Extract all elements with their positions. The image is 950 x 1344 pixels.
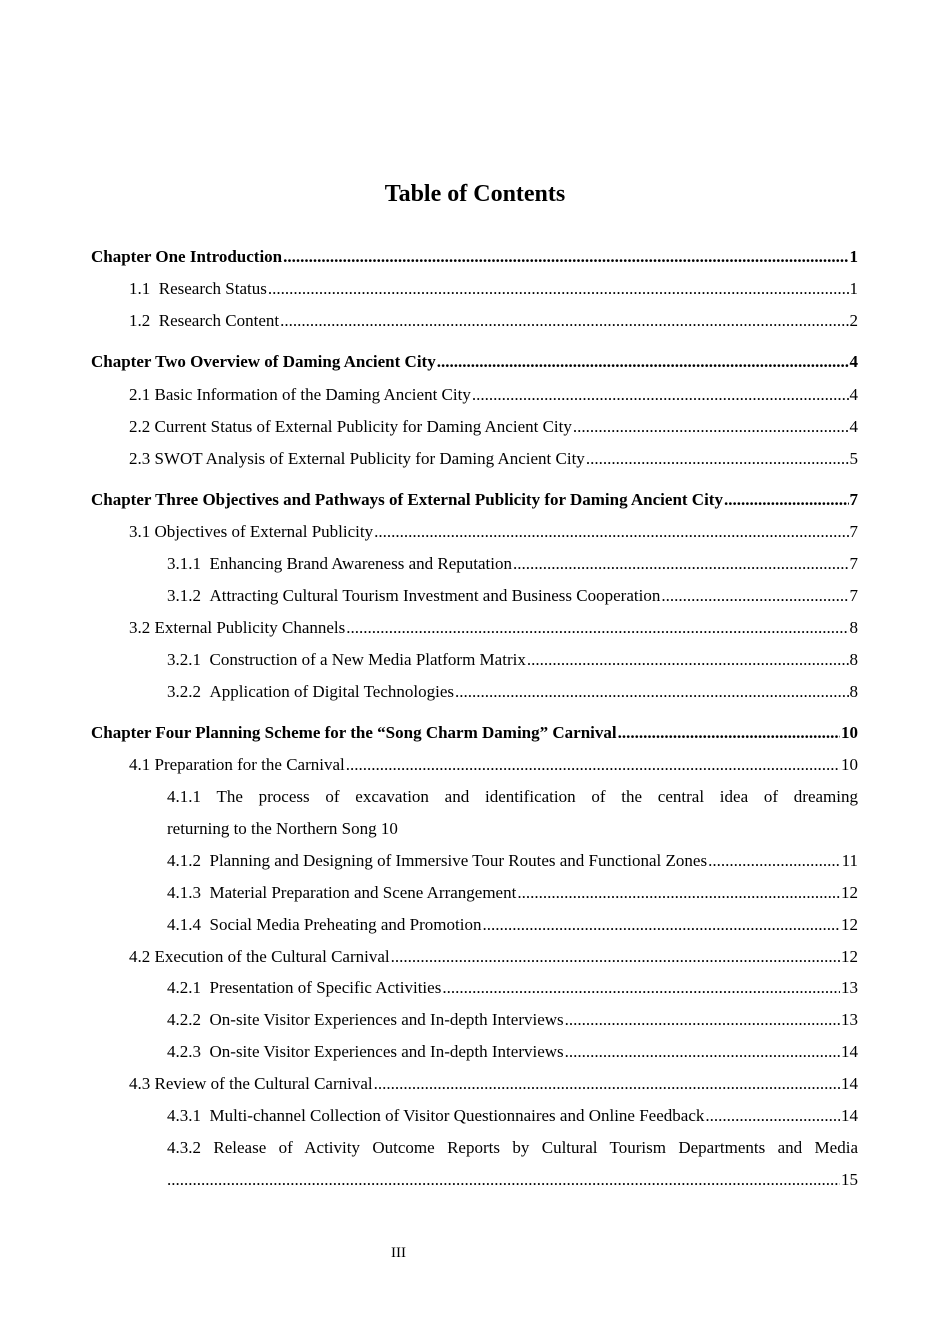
leader-dots: [455, 681, 849, 703]
entry-number: 4.2.2: [167, 1010, 210, 1029]
toc-entry-3-1[interactable]: [129, 521, 858, 543]
leader-dots: [167, 1169, 840, 1191]
entry-page: 10: [841, 755, 858, 774]
entry-number: 4.1.4: [167, 915, 210, 934]
entry-label: On-site Visitor Experiences and In-depth Interviews: [209, 1010, 564, 1029]
entry-page: 14: [841, 1106, 858, 1125]
entry-label: 2.3 SWOT Analysis of External Publicity for Daming Ancient City: [129, 449, 585, 468]
entry-label: Construction of a New Media Platform Matrix: [209, 650, 526, 669]
toc-entry-chapter-1[interactable]: [91, 246, 858, 268]
toc-entry-2-1[interactable]: [129, 384, 858, 406]
entry-page: 1: [849, 247, 858, 266]
toc-entry-4-3-1[interactable]: [167, 1105, 858, 1127]
leader-dots: [708, 850, 841, 872]
leader-dots: [268, 278, 849, 300]
toc-entry-4-3-2-line2[interactable]: [167, 1169, 858, 1191]
entry-number: 4.2.1: [167, 978, 210, 997]
entry-label: 3.1 Objectives of External Publicity: [129, 522, 374, 541]
entry-label: Application of Digital Technologies: [209, 682, 454, 701]
leader-dots: [527, 649, 849, 671]
entry-page: 7: [849, 554, 858, 573]
leader-dots: [586, 448, 849, 470]
toc-entry-4-1-1-line1[interactable]: 4.1.1 The process of excavation and identification of the central idea of dreaming: [167, 787, 858, 806]
entry-number: 1.2: [129, 311, 159, 330]
toc-entry-4-1[interactable]: [129, 754, 858, 776]
toc-entry-4-1-1-line2[interactable]: returning to the Northern Song 10: [167, 819, 398, 838]
toc-entry-3-1-2[interactable]: [167, 585, 858, 607]
toc-entry-4-2-2[interactable]: [167, 1009, 858, 1031]
leader-dots: [283, 246, 848, 268]
toc-entry-2-3[interactable]: [129, 448, 858, 470]
entry-page: 14: [841, 1042, 858, 1061]
toc-entry-3-2[interactable]: [129, 617, 858, 639]
toc-entry-3-2-1[interactable]: [167, 649, 858, 671]
toc-entry-4-2-1[interactable]: [167, 977, 858, 999]
entry-label: Enhancing Brand Awareness and Reputation: [209, 554, 512, 573]
toc-title: Table of Contents: [384, 181, 566, 207]
entry-page: 5: [849, 449, 858, 468]
entry-number: 4.2.3: [167, 1042, 210, 1061]
entry-label: Chapter Three Objectives and Pathways of External Publicity for Daming Ancient City: [91, 490, 723, 509]
toc-entry-1-1[interactable]: [129, 278, 858, 300]
entry-number: 4.1.2: [167, 851, 210, 870]
leader-dots: [618, 722, 840, 744]
entry-label: Attracting Cultural Tourism Investment and Business Cooperation: [209, 586, 661, 605]
leader-dots: [724, 489, 849, 511]
entry-number: 3.1.2: [167, 586, 210, 605]
toc-entry-2-2[interactable]: [129, 416, 858, 438]
toc-entry-1-2[interactable]: [129, 310, 858, 332]
toc-entry-4-1-3[interactable]: [167, 882, 858, 904]
entry-page: 12: [841, 883, 858, 902]
toc-entry-4-3-2-line1[interactable]: 4.3.2 Release of Activity Outcome Reports by Cultural Tourism Departments and Media: [167, 1138, 858, 1157]
leader-dots: [661, 585, 848, 607]
entry-label: Presentation of Specific Activities: [209, 978, 442, 997]
entry-label: Research Content: [158, 311, 280, 330]
entry-number: 3.2.2: [167, 682, 210, 701]
entry-page: 8: [849, 650, 858, 669]
entry-page: 7: [849, 490, 858, 509]
entry-label: 4.2 Execution of the Cultural Carnival: [129, 947, 390, 966]
entry-label: 3.2 External Publicity Channels: [129, 618, 346, 637]
entry-label: Chapter Two Overview of Daming Ancient City: [91, 352, 436, 371]
entry-number: 1.1: [129, 279, 159, 298]
leader-dots: [573, 416, 849, 438]
entry-label: 4.1 Preparation for the Carnival: [129, 755, 345, 774]
entry-label: 2.2 Current Status of External Publicity for Daming Ancient City: [129, 417, 572, 436]
entry-label: Chapter One Introduction: [91, 247, 283, 266]
leader-dots: [565, 1041, 840, 1063]
entry-label: Research Status: [158, 279, 267, 298]
entry-page: 13: [841, 978, 858, 997]
entry-label: Chapter Four Planning Scheme for the “Song Charm Daming” Carnival: [91, 723, 617, 742]
leader-dots: [513, 553, 849, 575]
entry-page: 1: [849, 279, 858, 298]
leader-dots: [472, 384, 849, 406]
toc-entry-3-2-2[interactable]: [167, 681, 858, 703]
entry-page: 4: [849, 352, 858, 371]
leader-dots: [705, 1105, 840, 1127]
entry-label: 2.1 Basic Information of the Daming Ancient City: [129, 385, 471, 404]
leader-dots: [346, 617, 848, 639]
page-number: III: [391, 1245, 406, 1261]
entry-page: 10: [841, 723, 858, 742]
toc-entry-4-2[interactable]: [129, 946, 858, 968]
entry-number: 3.2.1: [167, 650, 210, 669]
entry-page: 4: [849, 417, 858, 436]
leader-dots: [374, 1073, 840, 1095]
leader-dots: [442, 977, 840, 999]
leader-dots: [482, 914, 840, 936]
entry-number: 3.1.1: [167, 554, 210, 573]
entry-label: 4.3 Review of the Cultural Carnival: [129, 1074, 373, 1093]
entry-number: 4.1.3: [167, 883, 210, 902]
toc-entry-4-1-4[interactable]: [167, 914, 858, 936]
entry-page: 7: [849, 586, 858, 605]
leader-dots: [565, 1009, 840, 1031]
entry-page: 4: [849, 385, 858, 404]
leader-dots: [280, 310, 848, 332]
leader-dots: [391, 946, 840, 968]
entry-page: 7: [849, 522, 858, 541]
leader-dots: [374, 521, 848, 543]
entry-label: Multi-channel Collection of Visitor Questionnaires and Online Feedback: [209, 1106, 705, 1125]
toc-entry-chapter-3[interactable]: [91, 489, 858, 511]
toc-entry-4-1-2[interactable]: [167, 850, 858, 872]
toc-entry-4-3[interactable]: [129, 1073, 858, 1095]
entry-page: 12: [841, 915, 858, 934]
entry-page: 15: [841, 1170, 858, 1189]
toc-entry-chapter-4[interactable]: [91, 722, 858, 744]
entry-page: 8: [849, 618, 858, 637]
entry-label: Material Preparation and Scene Arrangement: [209, 883, 517, 902]
entry-page: 8: [849, 682, 858, 701]
leader-dots: [346, 754, 840, 776]
leader-dots: [437, 351, 849, 373]
entry-label: On-site Visitor Experiences and In-depth Interviews: [209, 1042, 564, 1061]
entry-label: Social Media Preheating and Promotion: [209, 915, 482, 934]
toc-entry-4-2-3[interactable]: [167, 1041, 858, 1063]
entry-label: Planning and Designing of Immersive Tour Routes and Functional Zones: [209, 851, 708, 870]
entry-page: 14: [841, 1074, 858, 1093]
entry-page: 12: [841, 947, 858, 966]
entry-page: 11: [841, 851, 858, 870]
toc-entry-chapter-2[interactable]: [91, 351, 858, 373]
toc-entry-3-1-1[interactable]: [167, 553, 858, 575]
entry-page: 13: [841, 1010, 858, 1029]
leader-dots: [517, 882, 840, 904]
entry-number: 4.3.1: [167, 1106, 210, 1125]
entry-page: 2: [849, 311, 858, 330]
